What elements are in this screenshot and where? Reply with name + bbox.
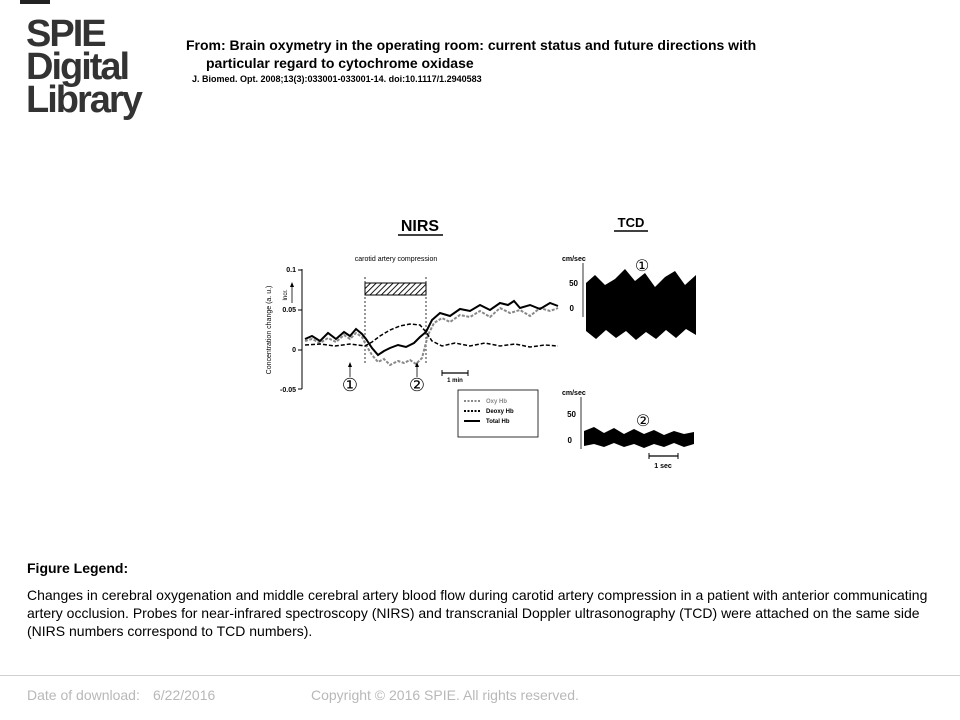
nirs-scale-label: 1 min — [447, 378, 463, 384]
figure-graphic — [250, 205, 710, 480]
title-line-1: From: Brain oxymetry in the operating room: current status and future directions with — [186, 37, 757, 53]
figure-legend-title: Figure Legend: — [27, 560, 129, 576]
y-axis-label: Concentration change (a. u.) — [266, 285, 273, 375]
tcd-bottom-waveform — [584, 427, 694, 448]
tcd-top-units: cm/sec — [562, 256, 586, 263]
tcd-marker-1: ① — [634, 256, 650, 275]
spie-logo — [26, 13, 156, 121]
title-line-2: particular regard to cytochrome oxidase — [206, 55, 474, 71]
tcd-scale-label: 1 sec — [654, 463, 672, 470]
compression-label: carotid artery compression — [354, 256, 438, 263]
legend-total-label: Total Hb — [486, 419, 510, 425]
legend-deoxy-label: Deoxy Hb — [486, 409, 514, 415]
footer-divider — [0, 675, 960, 676]
download-date-label: Date of download: — [27, 687, 140, 703]
article-title — [186, 36, 886, 72]
oxy-hb-trace — [305, 308, 558, 365]
y-tick-label: 0 — [292, 347, 296, 354]
tcd-marker-2: ② — [635, 411, 651, 430]
tcd-top-tick: 0 — [569, 304, 574, 313]
nirs-title: NIRS — [400, 218, 440, 235]
marker-1: ① — [341, 375, 359, 396]
marker-2: ② — [408, 375, 426, 396]
incr-arrowhead — [290, 282, 294, 287]
tcd-top-waveform — [586, 269, 696, 340]
tcd-bottom-tick: 50 — [567, 410, 576, 419]
marker-1-arrowhead — [348, 362, 352, 367]
legend-oxy-label: Oxy Hb — [486, 399, 508, 405]
tcd-bottom-tick: 0 — [567, 436, 572, 445]
y-tick-label: 0.1 — [286, 267, 296, 274]
logo-line-2: Digital — [26, 46, 129, 88]
tcd-top-tick: 50 — [569, 279, 578, 288]
copyright-notice: Copyright © 2016 SPIE. All rights reserved. — [311, 687, 579, 703]
logo-line-1: SPIE — [26, 13, 105, 55]
citation: J. Biomed. Opt. 2008;13(3):033001-033001-14. doi:10.1117/1.2940583 — [192, 74, 482, 84]
figure — [250, 205, 710, 480]
download-date-value: 6/22/2016 — [153, 687, 216, 703]
corner-bar — [20, 0, 50, 4]
tcd-bottom-units: cm/sec — [562, 390, 586, 397]
tcd-title: TCD — [617, 215, 645, 230]
logo-line-3: Library — [26, 79, 141, 121]
incr-label: Incr. — [283, 289, 289, 301]
compression-bar — [365, 283, 426, 295]
y-tick-label: 0.05 — [282, 307, 296, 314]
y-tick-label: -0.05 — [280, 387, 296, 394]
figure-legend-text: Changes in cerebral oxygenation and middle cerebral artery blood flow during carotid artery compression in a patient with anterior communicating artery occlusion. Probes for near-infrared spectroscopy (NIRS) and transcranial Doppler ultrasonography (TCD) were attached on the same side (NIRS numbers correspond to TCD numbers). — [27, 587, 928, 639]
